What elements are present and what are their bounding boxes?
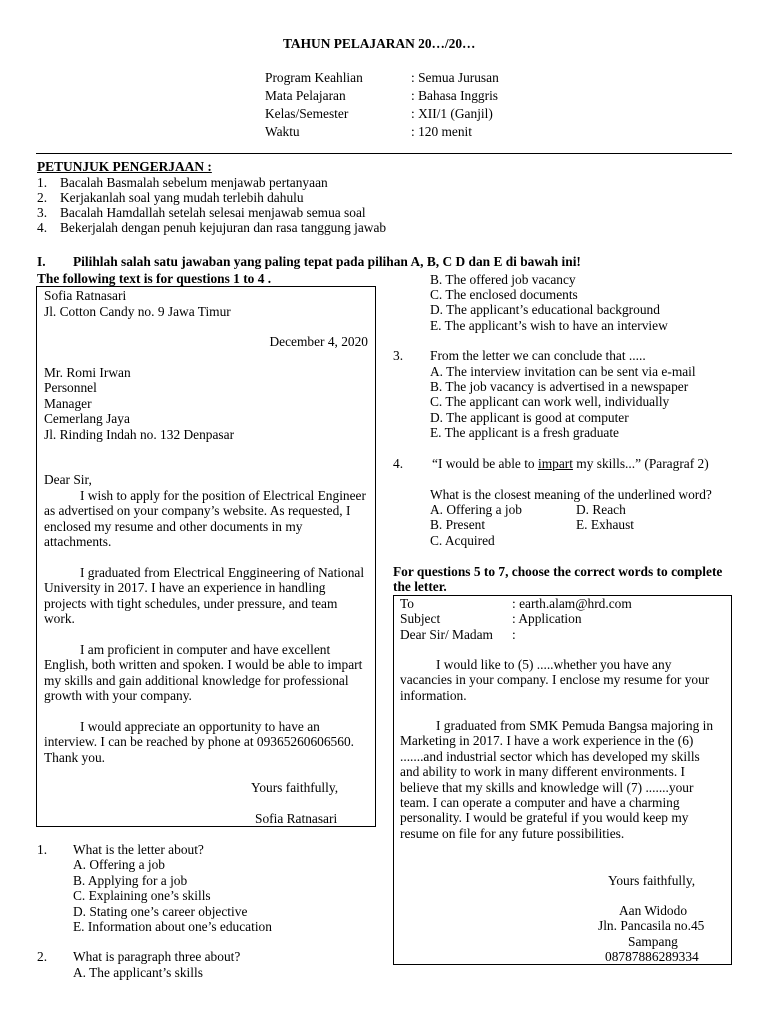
signature-line: Sampang [628, 934, 678, 949]
letter-date: December 4, 2020 [269, 334, 368, 349]
to-label: To [400, 596, 414, 611]
info-label: Kelas/Semester [265, 106, 349, 121]
answer-option[interactable]: C. The enclosed documents [430, 287, 578, 302]
letter2-paragraph-1: I would like to (5) .....whether you have any vacancies in your company. I enclose my resume for your information. [400, 657, 710, 703]
signature-line: Jln. Pancasila no.45 [598, 918, 705, 933]
question-number: 1. [37, 842, 48, 857]
recipient-line: Manager [44, 396, 92, 411]
instruction-num: 1. [37, 175, 48, 190]
letter1-box [36, 286, 376, 827]
quote-after: my skills...” (Paragraf 2) [572, 456, 709, 471]
answer-option[interactable]: B. Applying for a job [73, 873, 188, 888]
instructions-heading: PETUNJUK PENGERJAAN : [37, 159, 212, 174]
recipient-line: Jl. Rinding Indah no. 132 Denpasar [44, 427, 235, 442]
recipient-line: Personnel [44, 380, 97, 395]
section-instruction: Pilihlah salah satu jawaban yang paling tepat pada pilihan A, B, C D dan E di bawah ini! [73, 254, 581, 269]
instruction-text: Kerjakanlah soal yang mudah terlebih dahulu [60, 190, 304, 205]
salutation: Dear Sir, [44, 472, 92, 487]
info-label: Waktu [265, 124, 300, 139]
to-value: : earth.alam@hrd.com [512, 596, 632, 611]
letter1-paragraph-2: I graduated from Electrical Enggineering of National University in 2017. I have an experience in handling projects with tight schedules, under pressure, and team work. [44, 565, 365, 627]
letter1-paragraph-4: I would appreciate an opportunity to have an interview. I can be reached by phone at 09365260606560. Thank you. [44, 719, 354, 765]
answer-option[interactable]: B. Present [430, 517, 486, 532]
answer-option[interactable]: D. The applicant is good at computer [430, 410, 629, 425]
letter1-signature: Sofia Ratnasari [255, 811, 338, 826]
answer-option[interactable]: A. The interview invitation can be sent via e-mail [430, 364, 696, 379]
answer-option[interactable]: D. The applicant’s educational background [430, 302, 660, 317]
question-number: 2. [37, 949, 48, 964]
question-text: What is the closest meaning of the underlined word? [430, 487, 712, 502]
answer-option[interactable]: C. Explaining one’s skills [73, 888, 211, 903]
letter2-closing: Yours faithfully, [608, 873, 696, 888]
answer-option[interactable]: B. The offered job vacancy [430, 272, 576, 287]
exam-title: TAHUN PELAJARAN 20…/20… [283, 36, 476, 51]
answer-option[interactable]: A. Offering a job [430, 502, 522, 517]
question-number: 3. [393, 348, 404, 363]
answer-option[interactable]: C. Acquired [430, 533, 495, 548]
answer-option[interactable]: A. Offering a job [73, 857, 165, 872]
instruction-num: 3. [37, 205, 48, 220]
info-value: : 120 menit [411, 124, 472, 139]
instruction-text: Bacalah Basmalah sebelum menjawab pertanyaan [60, 175, 328, 190]
instruction-text: Bekerjalah dengan penuh kejujuran dan rasa tanggung jawab [60, 220, 387, 235]
answer-option[interactable]: E. Exhaust [576, 517, 635, 532]
answer-option[interactable]: E. The applicant is a fresh graduate [430, 425, 620, 440]
subject-label: Subject [400, 611, 441, 626]
header-divider [36, 153, 732, 154]
letter2-paragraph-2: I graduated from SMK Pemuda Bangsa majoring in Marketing in 2017. I have a work experience in the (6) .......and industrial sector which has developed my skills and ability to work in many different environments. I believe that my skills and knowledge will (7) .......your team. I can operate a computer and have a charming personality. I would be grateful if you would keep my resume on file for any future possibilities. [400, 718, 714, 841]
question-text: What is the letter about? [73, 842, 204, 857]
info-label: Mata Pelajaran [265, 88, 346, 103]
letter1-closing: Yours faithfully, [251, 780, 339, 795]
sender-address: Jl. Cotton Candy no. 9 Jawa Timur [44, 304, 231, 319]
question-number: 4. [393, 456, 404, 471]
answer-option[interactable]: E. Information about one’s education [73, 919, 272, 934]
underlined-word: impart [537, 456, 573, 471]
letter2-box [393, 595, 732, 965]
answer-option[interactable]: A. The applicant’s skills [73, 965, 203, 980]
letter1-paragraph-1: I wish to apply for the position of Electrical Engineer as advertised on your company’s website. As requested, I enclosed my resume and other documents in my attachments. [44, 488, 366, 550]
dear-value: : [512, 627, 516, 642]
sender-name: Sofia Ratnasari [44, 288, 127, 303]
recipient-line: Cemerlang Jaya [44, 411, 130, 426]
instruction-num: 2. [37, 190, 48, 205]
dear-label: Dear Sir/ Madam [400, 627, 493, 642]
quote-before: “I would be able to [432, 456, 538, 471]
signature-line: 08787886289334 [605, 949, 699, 964]
instruction-num: 4. [37, 220, 48, 235]
instruction-text: Bacalah Hamdallah setelah selesai menjawab semua soal [60, 205, 366, 220]
answer-option[interactable]: D. Reach [576, 502, 626, 517]
answer-option[interactable]: D. Stating one’s career objective [73, 904, 248, 919]
question-text: What is paragraph three about? [73, 949, 241, 964]
signature-line: Aan Widodo [619, 903, 688, 918]
subject-value: : Application [512, 611, 582, 626]
info-value: : XII/1 (Ganjil) [411, 106, 493, 121]
answer-option[interactable]: B. The job vacancy is advertised in a newspaper [430, 379, 689, 394]
quoted-sentence [432, 456, 709, 471]
info-value: : Semua Jurusan [411, 70, 499, 85]
letter2-intro: For questions 5 to 7, choose the correct words to complete the letter. [393, 564, 723, 595]
letter1-paragraph-3: I am proficient in computer and have excellent English, both written and spoken. I would be able to impart my skills and gain additional knowledge for professional growth with your company. [44, 642, 363, 704]
recipient-line: Mr. Romi Irwan [44, 365, 131, 380]
letter1-intro: The following text is for questions 1 to 4 . [37, 271, 272, 286]
answer-option[interactable]: C. The applicant can work well, individually [430, 394, 670, 409]
info-label: Program Keahlian [265, 70, 363, 85]
answer-option[interactable]: E. The applicant’s wish to have an interview [430, 318, 668, 333]
info-value: : Bahasa Inggris [411, 88, 499, 103]
section-number: I. [37, 254, 46, 269]
question-text: From the letter we can conclude that ..... [430, 348, 646, 363]
